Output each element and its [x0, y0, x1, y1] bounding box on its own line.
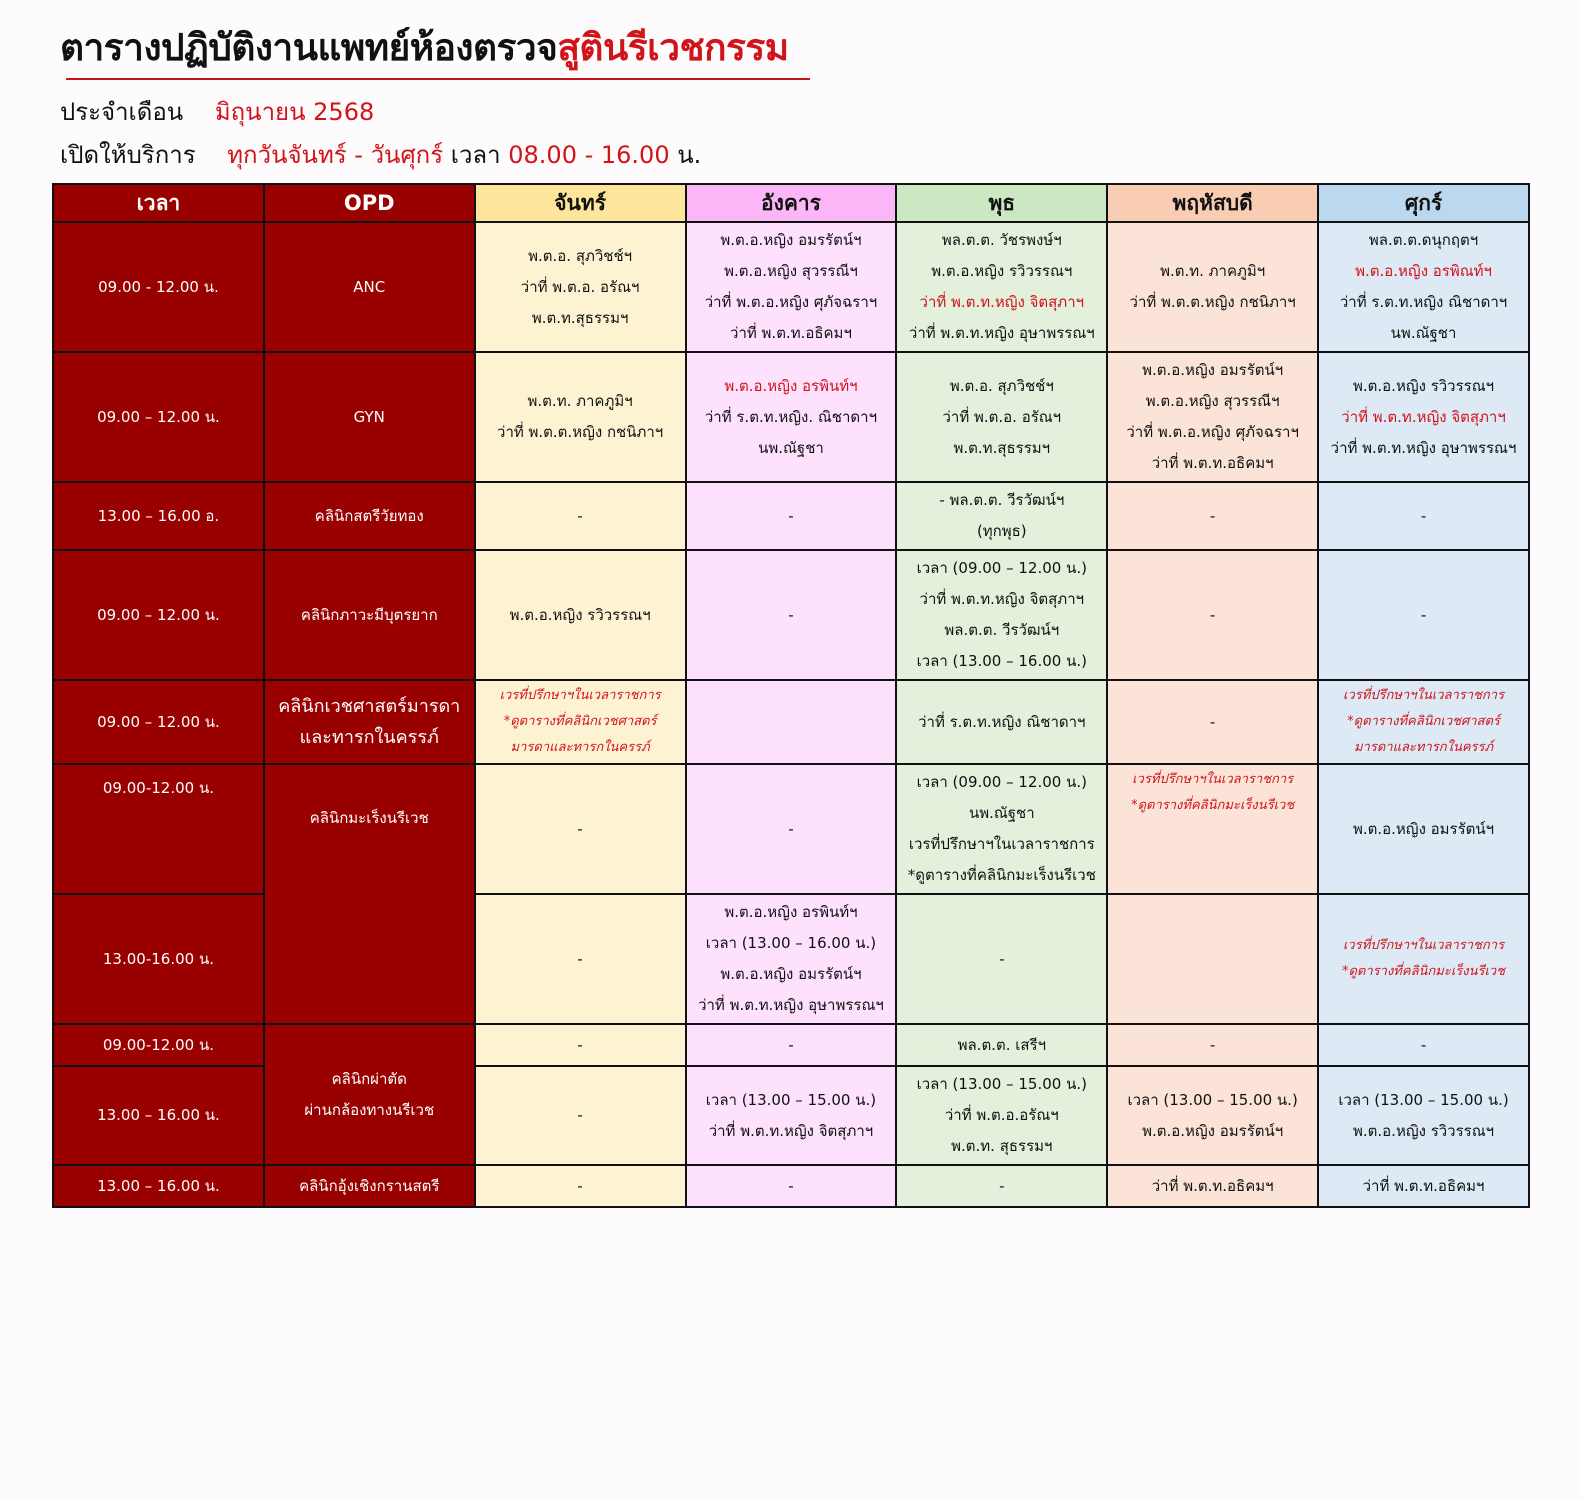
fri-cell: -: [1318, 550, 1529, 680]
mon-cell: -: [475, 482, 686, 550]
row-anc: [53, 222, 1529, 352]
opd-line: และทารกในครรภ์: [299, 727, 439, 748]
cell-line: พ.ต.อ. สุภวิชช์ฯ: [949, 376, 1054, 395]
cell-line: ว่าที่ พ.ต.ท.หญิง อุษาพรรณฯ: [1330, 438, 1517, 457]
tue-cell: -: [686, 1165, 897, 1207]
opd-cell: GYN: [264, 352, 475, 482]
mon-cell: [475, 222, 686, 352]
time-cell: 09.00-12.00 น.: [53, 1024, 264, 1066]
mon-cell: -: [475, 1024, 686, 1066]
thu-cell: ว่าที่ พ.ต.ท.อธิคมฯ: [1107, 1165, 1318, 1207]
cell-line: ว่าที่ พ.ต.อ.อรัณฯ: [944, 1106, 1059, 1124]
row-onco-am: [53, 764, 1529, 894]
wed-cell: -: [896, 1165, 1107, 1207]
thu-cell: -: [1107, 1024, 1318, 1066]
cell-line: ว่าที่ ร.ต.ท.หญิง ณิชาดาฯ: [1339, 293, 1508, 311]
cell-line: พล.ต.ต. วัชรพงษ์ฯ: [941, 231, 1062, 249]
service-label: เปิดให้บริการ: [60, 141, 196, 169]
mon-cell: -: [475, 1066, 686, 1165]
row-uro: [53, 1165, 1529, 1207]
cell-line: เวลา (13.00 – 16.00 น.): [705, 934, 877, 952]
note-line: มารดาและทารกในครรภ์: [1353, 740, 1494, 755]
mon-cell: -: [475, 764, 686, 894]
opd-cell: คลินิกมะเร็งนรีเวช: [264, 764, 475, 1024]
cell-line: ว่าที่ พ.ต.อ.หญิง ศุภัจฉราฯ: [1126, 423, 1299, 441]
note-line: *ดูตารางที่คลินิกมะเร็งนรีเวช: [1341, 964, 1506, 979]
cell-line: นพ.ณัฐชา: [1390, 324, 1457, 342]
cell-line: พ.ต.ท. สุธรรมฯ: [951, 1137, 1053, 1155]
mon-cell: -: [475, 1165, 686, 1207]
thu-cell: [1107, 352, 1318, 482]
row-mfm: [53, 680, 1529, 764]
wed-cell: พล.ต.ต. เสรีฯ: [896, 1024, 1107, 1066]
cell-line: พ.ต.ท.สุธรรมฯ: [531, 308, 629, 327]
opd-line: คลินิกเวชศาสตร์มารดา: [278, 696, 461, 717]
fri-cell: [1318, 352, 1529, 482]
tue-cell: -: [686, 482, 897, 550]
col-header-wed: พุธ: [896, 184, 1107, 222]
row-infertility: [53, 550, 1529, 680]
cell-line: เวลา (09.00 – 12.00 น.): [916, 773, 1087, 791]
month-value: มิถุนายน: [214, 98, 306, 126]
wed-cell: ว่าที่ ร.ต.ท.หญิง ณิชาดาฯ: [896, 680, 1107, 764]
service-days: ทุกวันจันทร์ - วันศุกร์: [227, 141, 444, 169]
col-header-opd: OPD: [264, 184, 475, 222]
cell-line: เวลา (13.00 – 15.00 น.): [705, 1090, 877, 1109]
cell-line: เวลา (13.00 – 15.00 น.): [1127, 1090, 1298, 1109]
cell-line: ว่าที่ พ.ต.ท.หญิง จิตสุภาฯ: [1341, 407, 1506, 426]
fri-cell: ว่าที่ พ.ต.ท.อธิคมฯ: [1318, 1165, 1529, 1207]
tue-cell: -: [686, 1024, 897, 1066]
cell-line: พ.ต.อ.หญิง อรพิณท์ฯ: [1355, 262, 1492, 280]
wed-cell: [896, 482, 1107, 550]
title-text: [60, 18, 789, 77]
opd-cell: คลินิกภาวะมีบุตรยาก: [264, 550, 475, 680]
fri-cell: [1318, 222, 1529, 352]
tue-cell: [686, 894, 897, 1024]
cell-line: ว่าที่ พ.ต.ท.หญิง จิตสุภาฯ: [919, 293, 1085, 311]
title-underline: [66, 78, 810, 80]
opd-cell: [264, 1024, 475, 1165]
cell-line: ว่าที่ พ.ต.ท.อธิคมฯ: [730, 324, 852, 342]
cell-line: ว่าที่ พ.ต.ต.หญิง กชนิภาฯ: [1129, 293, 1296, 311]
thu-cell: [1107, 222, 1318, 352]
title-highlight: สูตินรีเวชกรรม: [557, 26, 789, 69]
cell-line: พ.ต.อ. สุภวิชช์ฯ: [528, 246, 633, 265]
cell-line: พ.ต.อ.หญิง อมรรัตน์ฯ: [720, 231, 862, 249]
cell-line: เวลา (09.00 – 12.00 น.): [916, 559, 1087, 577]
cell-line: พ.ต.อ.หญิง สุวรรณีฯ: [1145, 392, 1280, 410]
note-line: มารดาและทารกในครรภ์: [510, 740, 650, 755]
month-line: [60, 92, 374, 131]
col-header-mon: จันทร์: [475, 184, 686, 222]
fri-cell: [1318, 680, 1529, 764]
note-line: *ดูตารางที่คลินิกเวชศาสตร์: [503, 714, 657, 729]
time-cell: 13.00 – 16.00 น.: [53, 1066, 264, 1165]
cell-line: *ดูตารางที่คลินิกมะเร็งนรีเวช: [907, 866, 1096, 884]
note-line: *ดูตารางที่คลินิกเวชศาสตร์: [1347, 714, 1500, 729]
tue-cell: [686, 1066, 897, 1165]
opd-line: คลินิกผ่าตัด: [331, 1069, 407, 1088]
cell-line: (ทุกพุธ): [976, 522, 1027, 540]
year-value: 2568: [313, 98, 375, 126]
fri-cell: [1318, 1066, 1529, 1165]
time-cell: 09.00 – 12.00 น.: [53, 550, 264, 680]
cell-line: พ.ต.ท.สุธรรมฯ: [953, 438, 1051, 457]
cell-line: - พล.ต.ต. วีรวัฒน์ฯ: [939, 491, 1065, 509]
mon-cell: [475, 352, 686, 482]
time-cell: 09.00 – 12.00 น.: [53, 680, 264, 764]
time-cell: 09.00-12.00 น.: [53, 764, 264, 894]
tue-cell: [686, 222, 897, 352]
wed-cell: -: [896, 894, 1107, 1024]
opd-cell: ANC: [264, 222, 475, 352]
time-cell: 13.00-16.00 น.: [53, 894, 264, 1024]
fri-cell: [1318, 894, 1529, 1024]
cell-line: ว่าที่ พ.ต.ท.หญิง อุษาพรรณฯ: [908, 324, 1095, 342]
fri-cell: -: [1318, 1024, 1529, 1066]
row-endo-am: [53, 1024, 1529, 1066]
title-main: ตารางปฏิบัติงานแพทย์ห้องตรวจ: [60, 26, 558, 69]
col-header-tue: อังคาร: [686, 184, 897, 222]
cell-line: ว่าที่ พ.ต.อ.หญิง ศุภัจฉราฯ: [704, 293, 878, 311]
cell-line: พ.ต.อ.หญิง รวิวรรณฯ: [931, 262, 1073, 280]
time-unit: น.: [677, 141, 702, 169]
mon-cell: พ.ต.อ.หญิง รวิวรรณฯ: [475, 550, 686, 680]
note-line: เวรที่ปรึกษาฯในเวลาราชการ: [499, 688, 661, 703]
opd-cell: [264, 680, 475, 764]
cell-line: นพ.ณัฐชา: [758, 438, 824, 457]
wed-cell: [896, 1066, 1107, 1165]
cell-line: พ.ต.อ.หญิง รวิวรรณฯ: [1353, 376, 1495, 395]
note-line: เวรที่ปรึกษาฯในเวลาราชการ: [1132, 772, 1294, 787]
cell-line: ว่าที่ พ.ต.อ. อรัณฯ: [520, 277, 640, 296]
month-label: ประจำเดือน: [60, 98, 184, 126]
service-line: [60, 135, 701, 174]
cell-line: เวลา (13.00 – 16.00 น.): [916, 652, 1087, 670]
opd-line: ผ่านกล้องทางนรีเวช: [304, 1100, 435, 1119]
thu-cell: [1107, 1066, 1318, 1165]
cell-line: เวรที่ปรึกษาฯในเวลาราชการ: [908, 835, 1095, 853]
thu-cell: -: [1107, 482, 1318, 550]
cell-line: เวลา (13.00 – 15.00 น.): [1338, 1090, 1509, 1109]
thu-cell: [1107, 894, 1318, 1024]
wed-cell: [896, 352, 1107, 482]
cell-line: เวลา (13.00 – 15.00 น.): [916, 1075, 1087, 1093]
col-header-time: เวลา: [53, 184, 264, 222]
fri-cell: พ.ต.อ.หญิง อมรรัตน์ฯ: [1318, 764, 1529, 894]
cell-line: ว่าที่ ร.ต.ท.หญิง. ณิชาดาฯ: [704, 407, 878, 426]
note-line: เวรที่ปรึกษาฯในเวลาราชการ: [1342, 938, 1505, 953]
cell-line: พ.ต.อ.หญิง สุวรรณีฯ: [724, 262, 858, 280]
cell-line: ว่าที่ พ.ต.ท.หญิง จิตสุภาฯ: [708, 1121, 874, 1140]
cell-line: พล.ต.ต. วีรวัฒน์ฯ: [944, 621, 1060, 639]
tue-cell: [686, 352, 897, 482]
cell-line: ว่าที่ พ.ต.ท.หญิง จิตสุภาฯ: [919, 590, 1085, 608]
thu-cell: [1107, 764, 1318, 894]
mon-cell: -: [475, 894, 686, 1024]
header-row: [53, 184, 1529, 222]
opd-cell: คลินิกอุ้งเชิงกรานสตรี: [264, 1165, 475, 1207]
row-gyn: [53, 352, 1529, 482]
note-line: *ดูตารางที่คลินิกมะเร็งนรีเวช: [1131, 798, 1295, 813]
page-title: [60, 18, 789, 77]
tue-cell: -: [686, 764, 897, 894]
wed-cell: [896, 550, 1107, 680]
cell-line: พ.ต.อ.หญิง อมรรัตน์ฯ: [1142, 361, 1284, 379]
fri-cell: -: [1318, 482, 1529, 550]
cell-line: ว่าที่ พ.ต.ท.หญิง อุษาพรรณฯ: [698, 996, 884, 1014]
cell-line: พ.ต.อ.หญิง อรพินท์ฯ: [724, 903, 858, 921]
col-header-fri: ศุกร์: [1318, 184, 1529, 222]
time-label: เวลา: [450, 141, 501, 169]
cell-line: พ.ต.ท. ภาคภูมิฯ: [1160, 262, 1266, 280]
cell-line: พล.ต.ต.ดนุกฤตฯ: [1368, 231, 1479, 249]
time-cell: 13.00 – 16.00 น.: [53, 1165, 264, 1207]
cell-line: ว่าที่ พ.ต.ท.อธิคมฯ: [1151, 454, 1274, 472]
col-header-thu: พฤหัสบดี: [1107, 184, 1318, 222]
cell-line: ว่าที่ พ.ต.ต.หญิง กชนิภาฯ: [497, 423, 664, 441]
cell-line: นพ.ณัฐชา: [968, 804, 1035, 822]
wed-cell: [896, 222, 1107, 352]
cell-line: พ.ต.อ.หญิง อรพินท์ฯ: [724, 376, 858, 395]
tue-cell: [686, 680, 897, 764]
cell-line: พ.ต.อ.หญิง อมรรัตน์ฯ: [720, 965, 862, 983]
time-cell: 09.00 - 12.00 น.: [53, 222, 264, 352]
opd-cell: คลินิกสตรีวัยทอง: [264, 482, 475, 550]
thu-cell: -: [1107, 680, 1318, 764]
cell-line: พ.ต.อ.หญิง อมรรัตน์ฯ: [1142, 1121, 1284, 1140]
time-cell: 13.00 – 16.00 อ.: [53, 482, 264, 550]
time-cell: 09.00 – 12.00 น.: [53, 352, 264, 482]
note-line: เวรที่ปรึกษาฯในเวลาราชการ: [1342, 688, 1505, 703]
tue-cell: -: [686, 550, 897, 680]
wed-cell: [896, 764, 1107, 894]
cell-line: พ.ต.อ.หญิง รวิวรรณฯ: [1353, 1121, 1495, 1140]
time-value: 08.00 - 16.00: [508, 141, 670, 169]
cell-line: พ.ต.ท. ภาคภูมิฯ: [527, 392, 633, 410]
schedule-table: [52, 183, 1530, 1208]
mon-cell: [475, 680, 686, 764]
thu-cell: -: [1107, 550, 1318, 680]
row-menopause: [53, 482, 1529, 550]
cell-line: ว่าที่ พ.ต.อ. อรัณฯ: [942, 407, 1062, 426]
